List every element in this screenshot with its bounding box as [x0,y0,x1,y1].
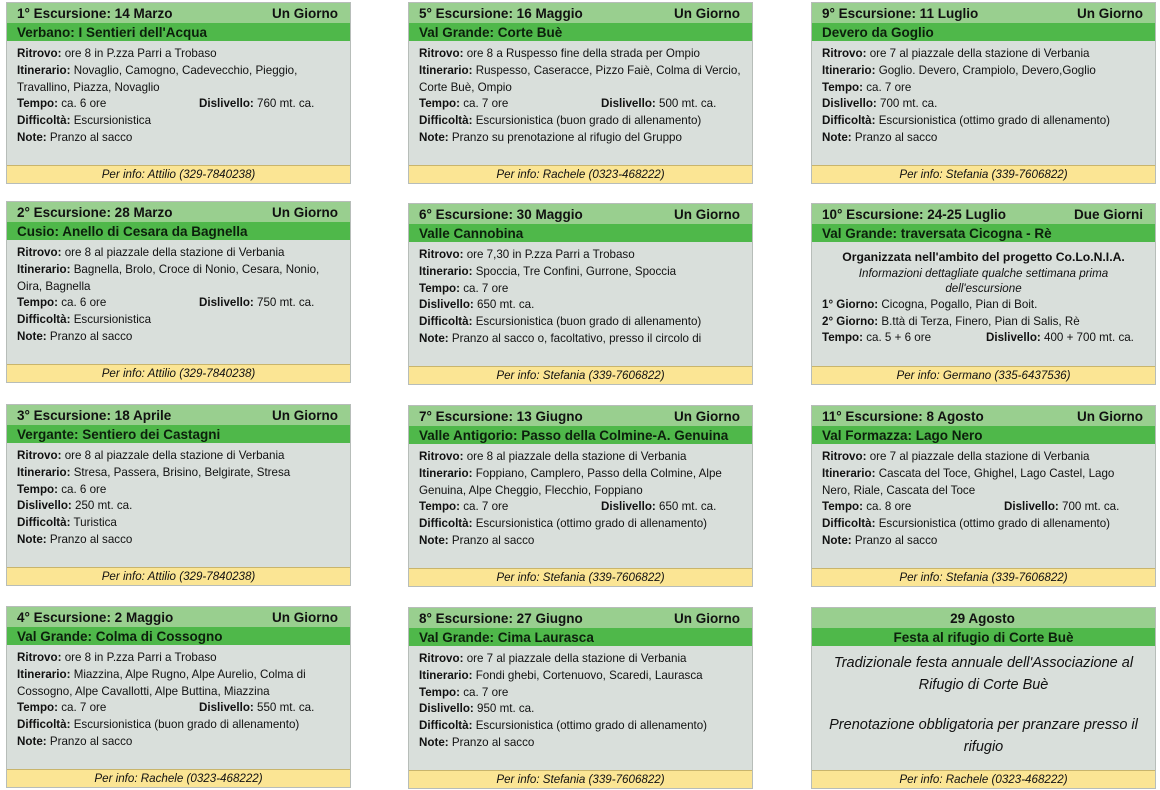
itinerario-value: Fondi ghebi, Cortenuovo, Scaredi, Laurasca [475,668,703,682]
card-body [7,240,350,346]
tempo-value: ca. 7 ore [463,281,509,295]
itinerario-label: Itinerario: [17,465,71,479]
card-info-footer: Per info: Attilio (329-7840238) [7,567,350,585]
card-body [409,41,752,147]
ritrovo-value: ore 8 in P.zza Parri a Trobaso [64,47,217,60]
card-subtitle: Val Formazza: Lago Nero [812,426,1155,444]
dislivello-label: Dislivello: [17,499,72,513]
difficolta-value: Escursionistica (ottimo grado di allenamento) [878,517,1111,531]
card-title: 6° Escursione: 30 Maggio [419,206,583,222]
ritrovo-value: ore 8 a Ruspesso fine della strada per Ompio [466,47,700,60]
note-label: Note: [822,533,852,547]
card-body [812,444,1155,550]
card-header [7,3,350,23]
itinerario-label: Itinerario: [822,63,876,77]
card-duration: Un Giorno [674,206,740,222]
itinerario-value: Ruspesso, Caseracce, Pizzo Faiè, Colma di Vercio, Corte Buè, Ompio [419,63,741,94]
card-info-footer: Per info: Rachele (0323-468222) [812,770,1155,788]
day1-value: Cicogna, Pogallo, Pian di Boit. [881,297,1038,311]
difficolta-label: Difficoltà: [822,517,876,531]
card-body [409,646,752,752]
festa-description: Tradizionale festa annuale dell'Associazione al Rifugio di Corte Buè [833,655,1134,693]
card-title: 29 Agosto [950,610,1015,626]
itinerario-label: Itinerario: [17,63,71,77]
card-info-footer: Per info: Attilio (329-7840238) [7,165,350,183]
card-subtitle: Val Grande: traversata Cicogna - Rè [812,224,1155,242]
card-header [409,608,752,628]
itinerario-label: Itinerario: [419,63,473,77]
ritrovo-label: Ritrovo: [822,47,867,60]
dislivello-label: Dislivello: [986,331,1041,345]
excursion-card-4 [6,606,351,788]
card-duration: Un Giorno [1077,5,1143,21]
ritrovo-label: Ritrovo: [419,450,464,463]
note-label: Note: [822,130,852,144]
card-subtitle: Valle Antigorio: Passo della Colmine-A. Genuina [409,426,752,444]
difficolta-label: Difficoltà: [822,114,876,128]
card-body [812,242,1155,347]
ritrovo-value: ore 7,30 in P.zza Parri a Trobaso [466,248,635,261]
excursion-card-3 [6,404,351,586]
dislivello-value: 650 mt. ca. [659,500,717,514]
card-subtitle: Valle Cannobina [409,224,752,242]
ritrovo-value: ore 7 al piazzale della stazione di Verbania [466,652,687,665]
itinerario-value: Foppiano, Camplero, Passo della Colmine, Alpe Genuina, Alpe Cheggio, Flecchio, Foppiano [419,466,722,497]
tempo-label: Tempo: [17,296,59,310]
ritrovo-value: ore 7 al piazzale della stazione di Verbania [869,450,1090,463]
itinerario-value: Stresa, Passera, Brisino, Belgirate, Stresa [73,465,291,479]
excursion-card-7 [408,405,753,587]
itinerario-value: Spoccia, Tre Confini, Gurrone, Spoccia [475,264,677,278]
ritrovo-label: Ritrovo: [17,47,62,60]
card-body [409,242,752,348]
ritrovo-label: Ritrovo: [822,450,867,463]
itinerario-value: Novaglio, Camogno, Cadevecchio, Pieggio, Travallino, Piazza, Novaglio [17,63,298,94]
tempo-label: Tempo: [419,281,461,295]
ritrovo-value: ore 8 in P.zza Parri a Trobaso [64,651,217,664]
card-duration: Un Giorno [674,5,740,21]
dislivello-value: 760 mt. ca. [257,97,315,111]
itinerario-value: Miazzina, Alpe Rugno, Alpe Aurelio, Colma di Cossogno, Alpe Cavallotti, Alpe Buttina, Miazzina [17,667,306,698]
card-title: 8° Escursione: 27 Giugno [419,610,583,626]
itinerario-label: Itinerario: [822,466,876,480]
tempo-label: Tempo: [822,331,864,345]
ritrovo-label: Ritrovo: [419,47,464,60]
card-title: 3° Escursione: 18 Aprile [17,407,172,423]
card-subtitle: Val Grande: Cima Laurasca [409,628,752,646]
note-value: Pranzo al sacco [49,734,133,748]
card-header [812,608,1155,628]
tempo-value: ca. 7 ore [463,97,509,111]
card-info-footer: Per info: Stefania (339-7606822) [409,568,752,586]
tempo-label: Tempo: [17,701,59,715]
dislivello-value: 550 mt. ca. [257,701,315,715]
itinerario-value: Cascata del Toce, Ghighel, Lago Castel, Lago Nero, Riale, Cascata del Toce [822,466,1115,497]
note-value: Pranzo al sacco o, facoltativo, presso il circolo di [451,331,702,345]
card-subtitle: Devero da Goglio [812,23,1155,41]
card-title: 1° Escursione: 14 Marzo [17,5,173,21]
tempo-value: ca. 6 ore [61,97,107,111]
card-info-footer: Per info: Germano (335-6437536) [812,366,1155,384]
card-title: 9° Escursione: 11 Luglio [822,5,979,21]
ritrovo-value: ore 7 al piazzale della stazione di Verbania [869,47,1090,60]
card-subtitle: Val Grande: Corte Buè [409,23,752,41]
card-header [812,406,1155,426]
card-header [409,406,752,426]
dislivello-value: 500 mt. ca. [659,97,717,111]
card-header [812,204,1155,224]
card-duration: Un Giorno [674,610,740,626]
excursion-card-1 [6,2,351,184]
card-duration: Un Giorno [1077,408,1143,424]
dislivello-label: Dislivello: [199,97,254,111]
excursion-card-8 [408,607,753,789]
card-body [7,443,350,549]
tempo-value: ca. 7 ore [61,701,107,715]
card-info-footer: Per info: Stefania (339-7606822) [812,165,1155,183]
ritrovo-label: Ritrovo: [17,246,62,259]
card-info-footer: Per info: Rachele (0323-468222) [409,165,752,183]
dislivello-label: Dislivello: [601,97,656,111]
difficolta-value: Escursionistica (buon grado di allenamento) [475,315,702,329]
note-value: Pranzo al sacco [854,130,938,144]
itinerario-label: Itinerario: [419,668,473,682]
note-label: Note: [419,331,449,345]
ritrovo-value: ore 8 al piazzale della stazione di Verbania [64,246,285,259]
note-label: Note: [419,130,449,144]
note-label: Note: [419,533,449,547]
dislivello-label: Dislivello: [199,701,254,715]
difficolta-label: Difficoltà: [419,517,473,531]
card-duration: Un Giorno [272,609,338,625]
excursion-card-5 [408,2,753,184]
excursion-card-10 [811,203,1156,385]
card-header [7,202,350,222]
dislivello-label: Dislivello: [1004,500,1059,514]
difficolta-value: Escursionistica (ottimo grado di allenamento) [475,517,708,531]
card-header [812,3,1155,23]
card-body [812,41,1155,147]
dislivello-value: 400 + 700 mt. ca. [1044,331,1134,345]
tempo-value: ca. 7 ore [463,685,509,699]
tempo-label: Tempo: [419,685,461,699]
itinerario-label: Itinerario: [17,262,71,276]
itinerario-value: Goglio. Devero, Crampiolo, Devero,Goglio [878,63,1096,77]
day2-value: B.ttà di Terza, Finero, Pian di Salis, Rè [881,314,1080,328]
note-value: Pranzo al sacco [451,735,535,749]
card-header [7,607,350,627]
card-subtitle: Cusio: Anello di Cesara da Bagnella [7,222,350,240]
dislivello-value: 750 mt. ca. [257,296,315,310]
card-title: 11° Escursione: 8 Agosto [822,408,984,424]
difficolta-value: Escursionistica (buon grado di allenamento) [73,718,300,732]
dislivello-value: 250 mt. ca. [75,499,133,513]
ritrovo-value: ore 8 al piazzale della stazione di Verbania [64,449,285,462]
card-title: 4° Escursione: 2 Maggio [17,609,174,625]
note-label: Note: [17,329,47,343]
difficolta-value: Turistica [73,516,117,530]
difficolta-label: Difficoltà: [419,315,473,329]
dislivello-value: 700 mt. ca. [1062,500,1120,514]
card-info-footer: Per info: Stefania (339-7606822) [409,366,752,384]
difficolta-label: Difficoltà: [419,114,473,128]
difficolta-value: Escursionistica (ottimo grado di allenamento) [878,114,1111,128]
card-subtitle: Festa al rifugio di Corte Buè [812,628,1155,646]
card-body [409,444,752,550]
tempo-value: ca. 7 ore [463,500,509,514]
card-title: 5° Escursione: 16 Maggio [419,5,583,21]
card-subtitle: Vergante: Sentiero dei Castagni [7,425,350,443]
card-duration: Due Giorni [1073,206,1143,222]
tempo-value: ca. 5 + 6 ore [866,331,932,345]
card-duration: Un Giorno [272,5,338,21]
difficolta-label: Difficoltà: [419,719,473,733]
difficolta-value: Escursionistica [73,114,152,128]
festa-card [811,607,1156,789]
tempo-label: Tempo: [17,97,59,111]
tempo-label: Tempo: [822,500,864,514]
card-duration: Un Giorno [674,408,740,424]
note-label: Note: [419,735,449,749]
excursion-card-11 [811,405,1156,587]
card-body [7,41,350,147]
difficolta-label: Difficoltà: [17,516,71,530]
dislivello-label: Dislivello: [199,296,254,310]
card-title: 2° Escursione: 28 Marzo [17,204,173,220]
card-info-footer: Per info: Attilio (329-7840238) [7,364,350,382]
excursion-card-6 [408,203,753,385]
note-label: Note: [17,734,47,748]
card-header [7,405,350,425]
tempo-label: Tempo: [822,80,864,94]
note-label: Note: [17,532,47,546]
card-body [7,645,350,751]
card-subtitle: Verbano: I Sentieri dell'Acqua [7,23,350,41]
dislivello-value: 950 mt. ca. [477,702,535,716]
difficolta-value: Escursionistica [73,313,152,327]
difficolta-label: Difficoltà: [17,718,71,732]
tempo-label: Tempo: [17,482,59,496]
itinerario-label: Itinerario: [17,667,71,681]
note-value: Pranzo su prenotazione al rifugio del Gruppo [451,130,682,144]
festa-booking-note: Prenotazione obbligatoria per pranzare presso il rifugio [829,717,1138,755]
note-value: Pranzo al sacco [49,130,133,144]
difficolta-value: Escursionistica (ottimo grado di allenamento) [475,719,708,733]
ritrovo-label: Ritrovo: [17,651,62,664]
card-info-footer: Per info: Rachele (0323-468222) [7,769,350,787]
itinerario-label: Itinerario: [419,264,473,278]
dislivello-label: Dislivello: [419,298,474,312]
card-duration: Un Giorno [272,204,338,220]
ritrovo-value: ore 8 al piazzale della stazione di Verbania [466,450,687,463]
dislivello-label: Dislivello: [601,500,656,514]
note-value: Pranzo al sacco [49,532,133,546]
dislivello-value: 700 mt. ca. [880,97,938,111]
card-title: 10° Escursione: 24-25 Luglio [822,206,1006,222]
difficolta-label: Difficoltà: [17,313,71,327]
card-info-footer: Per info: Stefania (339-7606822) [409,770,752,788]
note-value: Pranzo al sacco [854,533,938,547]
card-title: 7° Escursione: 13 Giugno [419,408,583,424]
difficolta-value: Escursionistica (buon grado di allenamento) [475,114,702,128]
ritrovo-label: Ritrovo: [17,449,62,462]
day2-label: 2° Giorno: [822,314,879,328]
day1-label: 1° Giorno: [822,297,879,311]
ritrovo-label: Ritrovo: [419,652,464,665]
dislivello-label: Dislivello: [822,97,877,111]
tempo-value: ca. 6 ore [61,296,107,310]
itinerario-label: Itinerario: [419,466,473,480]
excursion-card-9 [811,2,1156,184]
card-header [409,204,752,224]
itinerario-value: Bagnella, Brolo, Croce di Nonio, Cesara, Nonio, Oira, Bagnella [17,262,320,293]
note-label: Note: [17,130,47,144]
ritrovo-label: Ritrovo: [419,248,464,261]
tempo-label: Tempo: [419,500,461,514]
card-duration: Un Giorno [272,407,338,423]
dislivello-label: Dislivello: [419,702,474,716]
project-note: Informazioni dettagliate qualche settimana prima dell'escursione [858,266,1109,296]
tempo-value: ca. 6 ore [61,482,107,496]
difficolta-label: Difficoltà: [17,114,71,128]
card-header [409,3,752,23]
dislivello-value: 650 mt. ca. [477,298,535,312]
excursion-card-2 [6,201,351,383]
card-info-footer: Per info: Stefania (339-7606822) [812,568,1155,586]
tempo-value: ca. 7 ore [866,80,912,94]
note-value: Pranzo al sacco [49,329,133,343]
card-subtitle: Val Grande: Colma di Cossogno [7,627,350,645]
tempo-label: Tempo: [419,97,461,111]
project-title: Organizzata nell'ambito del progetto Co.Lo.N.I.A. [842,250,1125,264]
note-value: Pranzo al sacco [451,533,535,547]
tempo-value: ca. 8 ore [866,500,912,514]
